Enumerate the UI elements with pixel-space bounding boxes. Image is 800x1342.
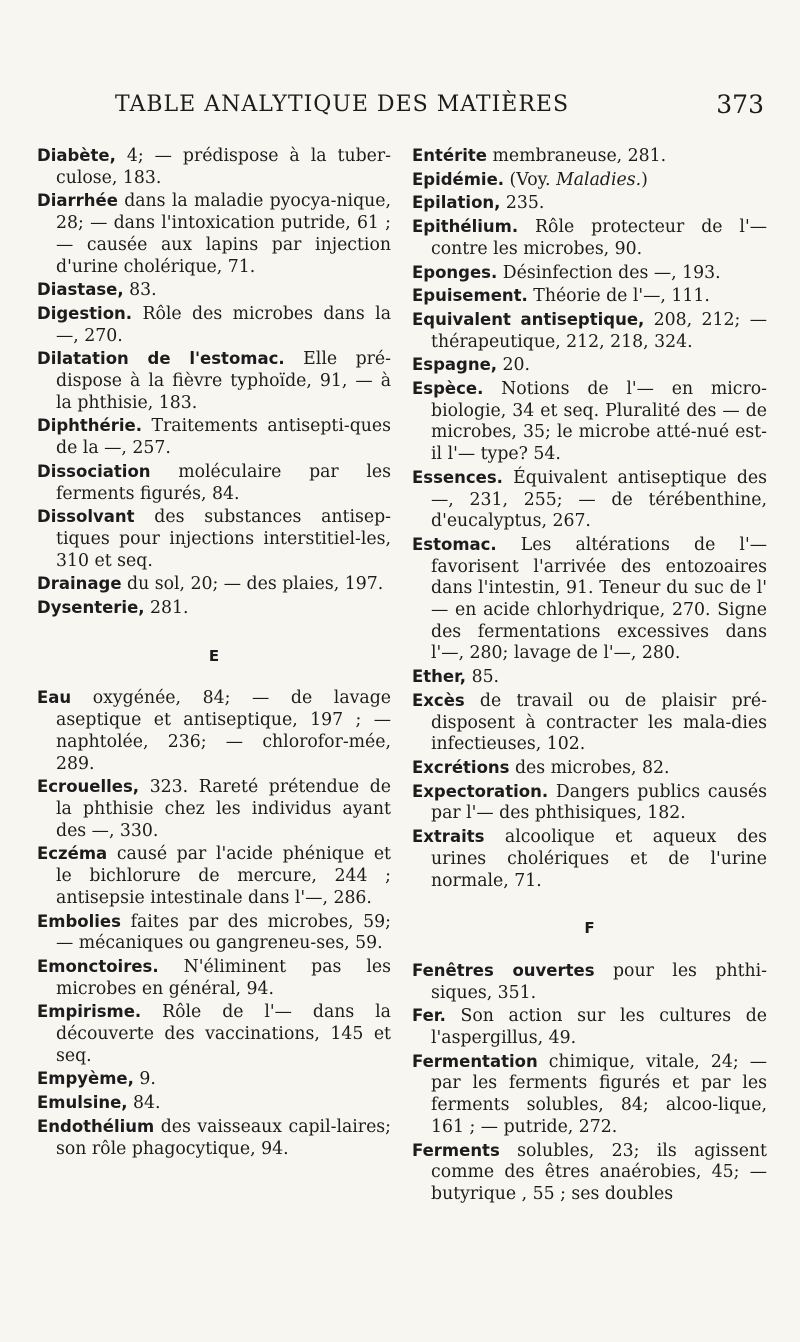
index-entry [37,348,391,414]
entry-headword: Diastase, [37,280,124,300]
entry-text: 84. [127,1093,161,1114]
page-number: 373 [716,90,764,119]
entry-text: Rôle de l'— dans la découverte des vaccinations, 145 et seq. [56,1002,391,1066]
entry-text: des microbes, 82. [509,757,670,778]
index-entry [37,415,391,459]
entry-text: causé par l'acide phénique et le bichlorure de mercure, 244 ; antisepsie intestinale dans l'—, 286. [56,844,391,908]
index-entry [37,687,391,775]
index-entry [37,1116,391,1160]
entry-headword: Diphthérie. [37,416,142,436]
entry-text: 323. Rareté prétendue de la phthisie chez les individus ayant des —, 330. [56,777,391,841]
index-entry [37,279,391,302]
running-title: TABLE ANALYTIQUE DES MATIÈRES [115,92,570,117]
entry-headword: Eau [37,688,72,708]
entry-text: (Voy. [504,169,557,190]
entry-headword: Dissolvant [37,507,135,527]
entry-headword: Diarrhée [37,191,118,211]
entry-italic-ref: Maladies. [556,169,642,190]
index-entry [37,573,391,596]
entry-headword: Epuisement. [412,286,528,306]
entry-headword: Epilation, [412,193,501,213]
index-entry [412,262,767,285]
entry-headword: Fermentation [412,1051,538,1071]
entry-text: Les altérations de l'— favorisent l'arrivée des entozoaires dans l'intestin, 91. Teneur du suc de l' — en acide chlorhydrique, 270. Signe des fermentations excessives dans l'—, 280; lavage de l'—, 280. [431,534,767,664]
entry-text: Dangers publics causés par l'— des phthisiques, 182. [431,781,767,824]
index-entry [412,192,767,215]
index-entry [37,1001,391,1067]
entry-text: Rôle protecteur de l'— contre les microbes, 90. [431,217,767,259]
index-entry [412,378,767,466]
entry-headword: Eponges. [412,262,498,282]
entry-headword: Emulsine, [37,1093,128,1113]
entry-headword: Essences. [412,467,503,487]
index-entry [412,169,767,192]
index-entry [37,597,391,620]
entry-headword: Ferments [412,1140,500,1160]
entry-headword: Epidémie. [412,169,505,189]
index-entry [37,506,391,572]
entry-headword: Excès [412,690,465,710]
entry-headword: Excrétions [412,757,510,777]
index-entry [412,216,767,260]
index-entry [37,145,391,189]
entry-headword: Equivalent antiseptique, [412,309,645,329]
entry-text: Désinfection des —, 193. [497,262,721,283]
entry-suffix: ) [641,169,648,190]
index-entry [412,1140,767,1206]
entry-text: 4; — prédispose à la tuber-culose, 183. [56,146,391,188]
index-entry [412,309,767,353]
entry-headword: Estomac. [412,534,497,554]
entry-headword: Ether, [412,667,467,687]
entry-text: faites par des microbes, 59; — mécaniques ou gangreneu-ses, 59. [56,911,391,954]
index-entry [412,960,767,1004]
index-entry [412,666,767,689]
entry-headword: Ecrouelles, [37,777,140,797]
entry-headword: Diabète, [37,146,116,165]
index-entry [37,190,391,278]
entry-text: N'éliminent pas les microbes en général, 94. [56,956,391,999]
entry-text: oxygénée, 84; — de lavage aseptique et antiseptique, 197 ; — naphtolée, 236; — chlorofor-mée, 289. [56,688,391,774]
entry-text: Rôle des microbes dans la —, 270. [56,303,391,346]
index-entry [37,303,391,347]
entry-headword: Entérite [412,146,487,165]
index-entry [37,843,391,909]
entry-headword: Endothélium [37,1116,155,1136]
entry-text: 9. [133,1069,156,1090]
index-entry [412,781,767,825]
index-entry [412,1051,767,1139]
entry-headword: Dysenterie, [37,598,145,618]
entry-headword: Empyème, [37,1069,134,1089]
entry-text: des substances antisep-tiques pour injections interstitiel-les, 310 et seq. [56,507,391,571]
entry-text: dans la maladie pyocya-nique, 28; — dans l'intoxication putride, 61 ; — causée aux lapins par injection d'urine cholérique, 71. [56,191,391,277]
entry-headword: Emonctoires. [37,956,159,976]
entry-text: Notions de l'— en micro-biologie, 34 et seq. Pluralité des — de microbes, 35; le microbe atté-nué est-il l'— type? 54. [431,379,767,465]
entry-headword: Epithélium. [412,217,519,237]
entry-headword: Eczéma [37,844,108,864]
entry-headword: Empirisme. [37,1002,142,1022]
index-entry [37,461,391,505]
index-entry [412,826,767,892]
entry-text: de travail ou de plaisir pré-disposent à contracter les mala-dies infectieuses, 102. [431,690,767,755]
entry-text: Traitements antisepti-ques de la —, 257. [56,416,391,459]
entry-text: pour les phthi-siques, 351. [431,960,768,1003]
section-letter: F [584,919,595,938]
left-column [37,145,391,1161]
entry-text: 85. [466,667,500,688]
entry-text: Équivalent antiseptique des —, 231, 255; — de térébenthine, d'eucalyptus, 267. [431,467,767,532]
section-letter: E [208,646,220,665]
entry-headword: Expectoration. [412,781,549,801]
entry-text: alcoolique et aqueux des urines cholériques et de l'urine normale, 71. [431,827,767,891]
index-entry [37,1068,391,1091]
index-entry [412,285,767,308]
index-entry [412,467,767,533]
entry-text: 20. [497,355,531,376]
index-entry [412,1005,767,1049]
entry-headword: Extraits [412,827,485,847]
entry-text: 281. [144,598,189,619]
entry-text: membraneuse, 281. [486,146,667,166]
entry-text: du sol, 20; — des plaies, 197. [121,574,384,595]
entry-text: des vaisseaux capil-laires; son rôle phagocytique, 94. [56,1116,391,1159]
index-entry [37,956,391,1000]
entry-headword: Espèce. [412,379,484,399]
index-entry [37,911,391,955]
index-entry [412,354,767,377]
index-entry [37,1092,391,1115]
index-entry [412,757,767,780]
entry-text: 235. [500,193,545,214]
entry-text: 83. [123,280,157,301]
entry-headword: Fer. [412,1006,446,1026]
entry-text: chimique, vitale, 24; — par les ferments figurés et par les ferments solubles, 84; alcoo-lique, 161 ; — putride, 272. [431,1051,767,1137]
entry-headword: Drainage [37,574,122,594]
index-entry [412,145,767,168]
entry-text: Théorie de l'—, 111. [527,286,710,307]
entry-headword: Dissociation [37,461,151,481]
entry-headword: Dilatation de l'estomac. [37,349,285,369]
right-column [412,145,767,1207]
entry-headword: Digestion. [37,303,133,323]
entry-headword: Espagne, [412,355,498,375]
entry-text: solubles, 23; ils agissent comme des êtres anaérobies, 45; — butyrique , 55 ; ses doubles [431,1140,767,1204]
entry-text: 208, 212; — thérapeutique, 212, 218, 324. [431,309,768,352]
index-entry [412,534,767,665]
entry-headword: Fenêtres ouvertes [412,960,595,980]
page-header [0,92,800,132]
entry-text: Son action sur les cultures de l'aspergillus, 49. [431,1006,767,1049]
entry-text: moléculaire par les ferments figurés, 84. [56,461,391,504]
entry-text: Elle pré-dispose à la fièvre typhoïde, 91, — à la phthisie, 183. [56,349,391,413]
index-entry [412,690,767,756]
entry-headword: Embolies [37,911,121,931]
index-entry [37,776,391,842]
